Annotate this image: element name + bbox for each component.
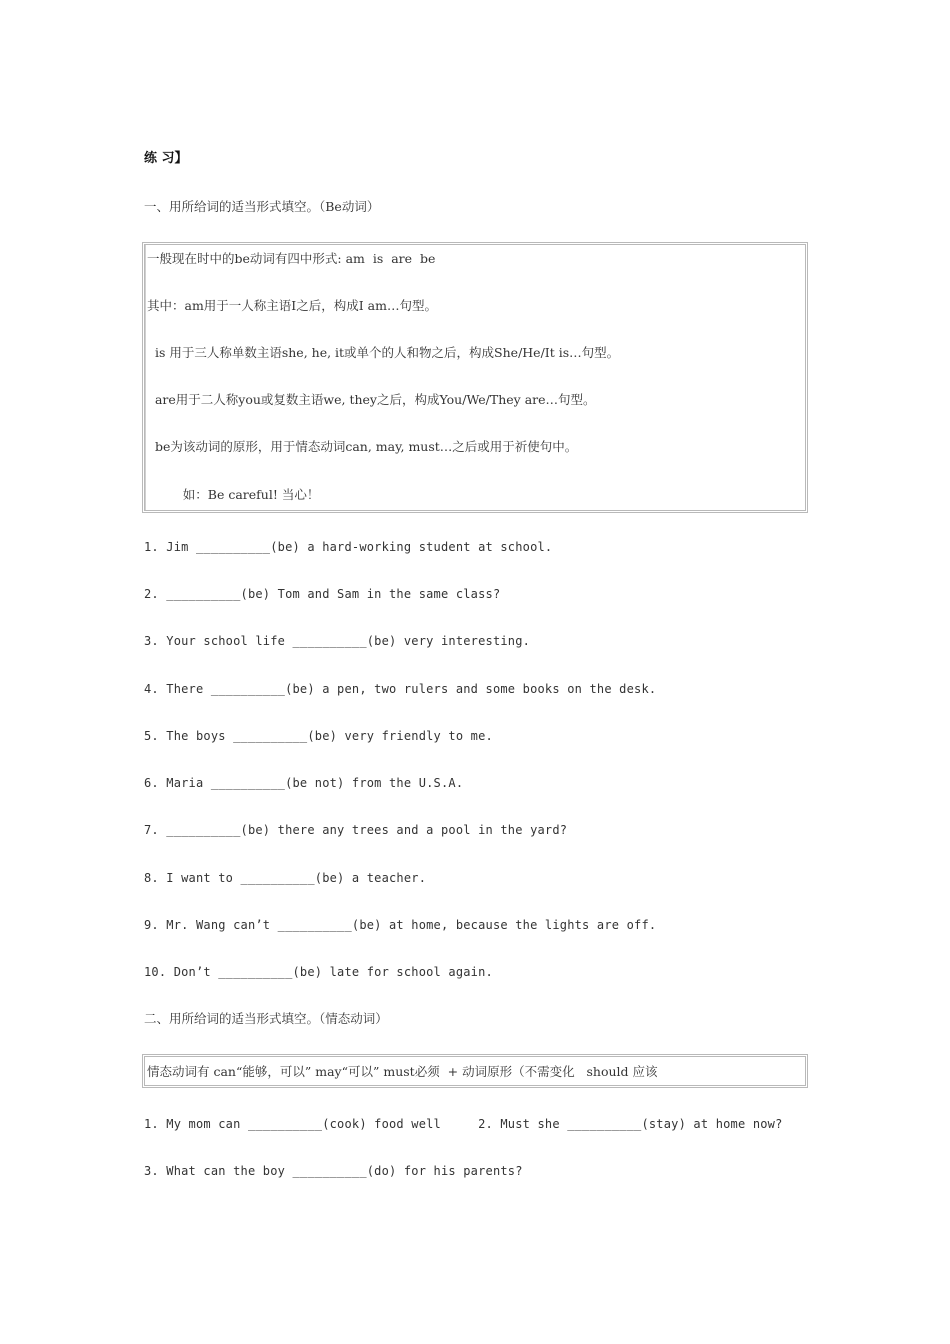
modal-verb-note-box: [142, 1054, 808, 1088]
exercise-item: 3. What can the boy __________(do) for his parents?: [144, 1164, 523, 1178]
note-line-3: is 用于三人称单数主语she, he, it或单个的人和物之后，构成She/He/It is…句型。: [147, 345, 620, 360]
exercise-item: 1. Jim __________(be) a hard-working student at school.: [144, 540, 553, 554]
note-line-5: be为该动词的原形，用于情态动词can, may, must…之后或用于祈使句中。: [147, 439, 578, 454]
be-verb-note-box: [142, 242, 808, 513]
exercise-item: 10. Don’t __________(be) late for school again.: [144, 965, 493, 979]
exercise-item: 1. My mom can __________(cook) food well 2. Must she __________(stay) at home now?: [144, 1117, 783, 1131]
note-line-1: 一般现在时中的be动词有四中形式: am is are be: [147, 251, 436, 266]
note-line-2: 其中：am用于一人称主语I之后，构成I am…句型。: [147, 298, 437, 313]
exercise-item: 9. Mr. Wang can’t __________(be) at home, because the lights are off.: [144, 918, 657, 932]
section1-title: 一、用所给词的适当形式填空。（Be动词）: [144, 199, 380, 214]
exercise-item: 4. There __________(be) a pen, two rulers and some books on the desk.: [144, 682, 657, 696]
note-line-4: are用于二人称you或复数主语we, they之后，构成You/We/They are…句型。: [147, 392, 596, 407]
modal-note-line: 情态动词有 can“能够，可以” may“可以” must必须 + 动词原形（不需变化 should 应该: [147, 1064, 658, 1079]
exercise-item: 5. The boys __________(be) very friendly to me.: [144, 729, 493, 743]
note-line-6: 如：Be careful! 当心！: [147, 487, 320, 502]
exercise-item: 8. I want to __________(be) a teacher.: [144, 871, 427, 885]
exercise-item: 6. Maria __________(be not) from the U.S.A.: [144, 776, 464, 790]
exercise-heading: 练 习】: [144, 151, 188, 166]
exercise-item: 2. __________(be) Tom and Sam in the same class?: [144, 587, 501, 601]
section2-title: 二、用所给词的适当形式填空。（情态动词）: [144, 1011, 388, 1026]
box-left-rule: [145, 245, 146, 510]
exercise-item: 3. Your school life __________(be) very interesting.: [144, 634, 531, 648]
exercise-item: 7. __________(be) there any trees and a pool in the yard?: [144, 823, 568, 837]
